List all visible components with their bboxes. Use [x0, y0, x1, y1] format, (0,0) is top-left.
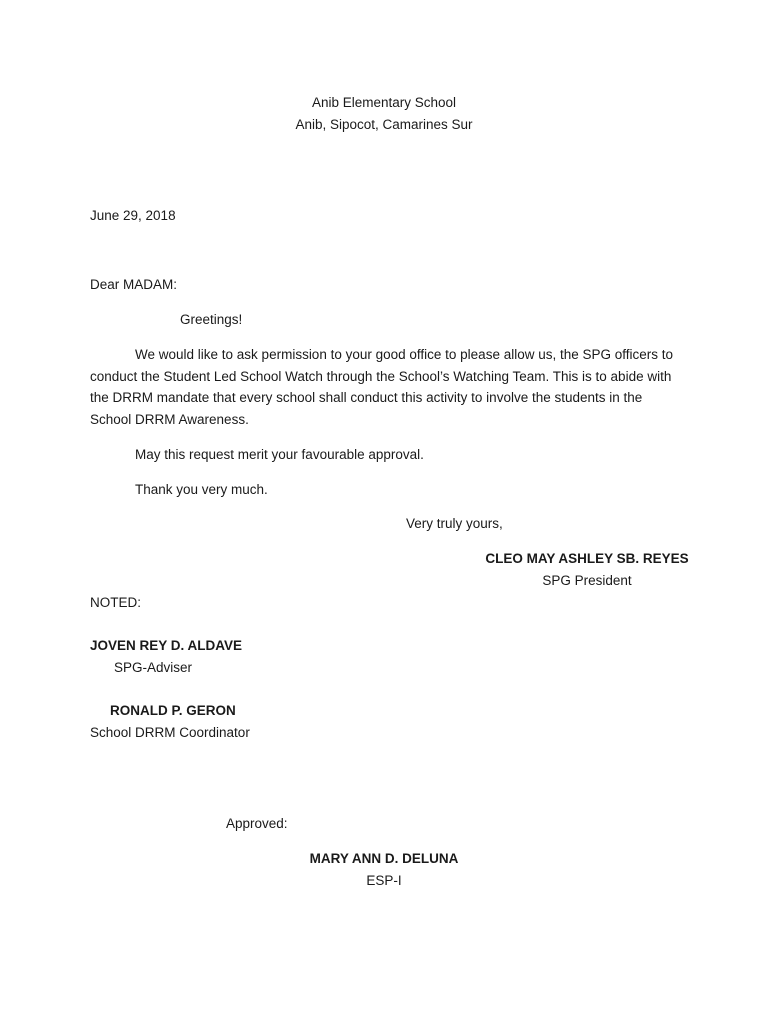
approver-title: ESP-I [366, 873, 402, 888]
school-address: Anib, Sipocot, Camarines Sur [295, 117, 473, 132]
noted-by-name-2: RONALD P. GERON [110, 703, 236, 718]
body-paragraph-2: May this request merit your favourable approval. [135, 447, 424, 462]
noted-label: NOTED: [90, 595, 142, 610]
noted-by-title-2: School DRRM Coordinator [90, 725, 250, 740]
salutation: Dear MADAM: [90, 277, 178, 292]
body-paragraph-3: Thank you very much. [135, 482, 268, 497]
noted-by-name-1: JOVEN REY D. ALDAVE [90, 638, 243, 653]
sender-name: CLEO MAY ASHLEY SB. REYES [485, 551, 689, 566]
greeting: Greetings! [180, 312, 243, 327]
noted-by-title-1: SPG-Adviser [114, 660, 193, 675]
approved-label: Approved: [226, 816, 288, 831]
school-name: Anib Elementary School [311, 95, 457, 110]
body-paragraph-1: We would like to ask permission to your good office to please allow us, the SPG officers to conduct the Student Led School Watch through the School’s Watching Team. This is to abide with the DRRM mandate that every school shall conduct this activity to involve the students in the School DRRM Awareness. [90, 347, 674, 428]
letter-date: June 29, 2018 [90, 208, 176, 223]
approver-name: MARY ANN D. DELUNA [309, 851, 459, 866]
sender-title: SPG President [542, 573, 632, 588]
closing: Very truly yours, [406, 516, 503, 531]
